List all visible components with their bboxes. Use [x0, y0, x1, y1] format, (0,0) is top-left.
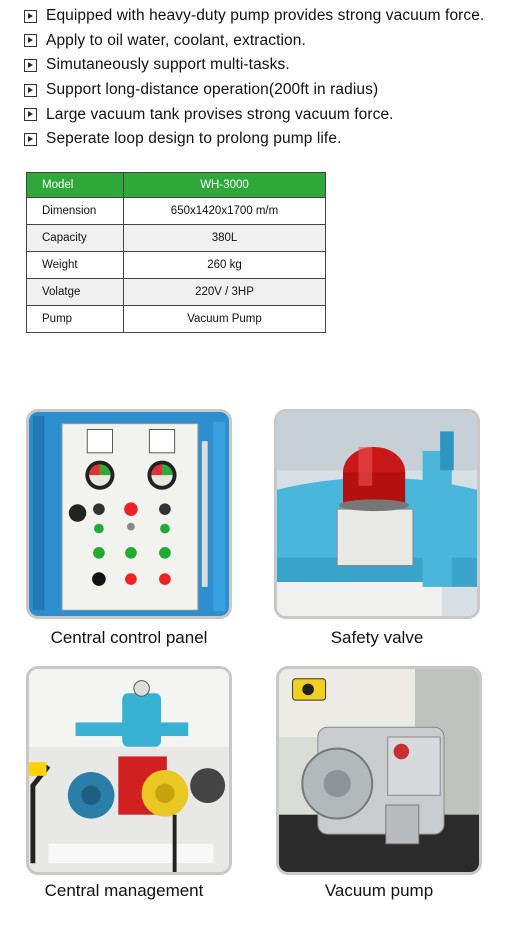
spec-value: WH-3000 [124, 173, 326, 198]
feature-item [24, 127, 484, 152]
feature-text: Large vacuum tank provises strong vacuum force. [46, 105, 394, 123]
spec-row [27, 198, 326, 225]
feature-text: Support long-distance operation(200ft in radius) [46, 81, 379, 99]
feature-text: Equipped with heavy-duty pump provides strong vacuum force. [46, 7, 485, 25]
spec-row [27, 252, 326, 279]
feature-text: Simutaneously support multi-tasks. [46, 56, 290, 74]
spec-label: Capacity [27, 225, 124, 252]
feature-item [24, 53, 484, 78]
photo-caption: Safety valve [330, 628, 424, 647]
feature-item [24, 102, 484, 127]
bullet-arrow-icon [24, 84, 37, 97]
spec-table [26, 172, 326, 333]
spec-row [27, 306, 326, 333]
vacuum-pump-photo [276, 666, 482, 875]
bullet-arrow-icon [24, 10, 37, 23]
photo-caption: Central control panel [50, 628, 208, 647]
spec-label: Weight [27, 252, 124, 279]
spec-label: Dimension [27, 198, 124, 225]
spec-value: 650x1420x1700 m/m [124, 198, 326, 225]
photo-caption: Central management [44, 881, 204, 900]
spec-value: 380L [124, 225, 326, 252]
spec-row [27, 225, 326, 252]
spec-value: Vacuum Pump [124, 306, 326, 333]
spec-label: Pump [27, 306, 124, 333]
spec-label: Volatge [27, 279, 124, 306]
feature-list [24, 4, 484, 152]
hose-reels-photo [26, 666, 232, 875]
feature-item [24, 78, 484, 103]
feature-text: Apply to oil water, coolant, extraction. [46, 31, 306, 49]
spec-header-row [27, 173, 326, 198]
spec-value: 220V / 3HP [124, 279, 326, 306]
safety-valve-photo [274, 409, 480, 619]
feature-item [24, 4, 484, 29]
feature-text: Seperate loop design to prolong pump life. [46, 130, 342, 148]
spec-value: 260 kg [124, 252, 326, 279]
feature-item [24, 29, 484, 54]
bullet-arrow-icon [24, 34, 37, 47]
photo-caption: Vacuum pump [324, 881, 434, 900]
control-panel-photo [26, 409, 232, 619]
spec-label: Model [27, 173, 124, 198]
spec-row [27, 279, 326, 306]
bullet-arrow-icon [24, 59, 37, 72]
bullet-arrow-icon [24, 108, 37, 121]
bullet-arrow-icon [24, 133, 37, 146]
